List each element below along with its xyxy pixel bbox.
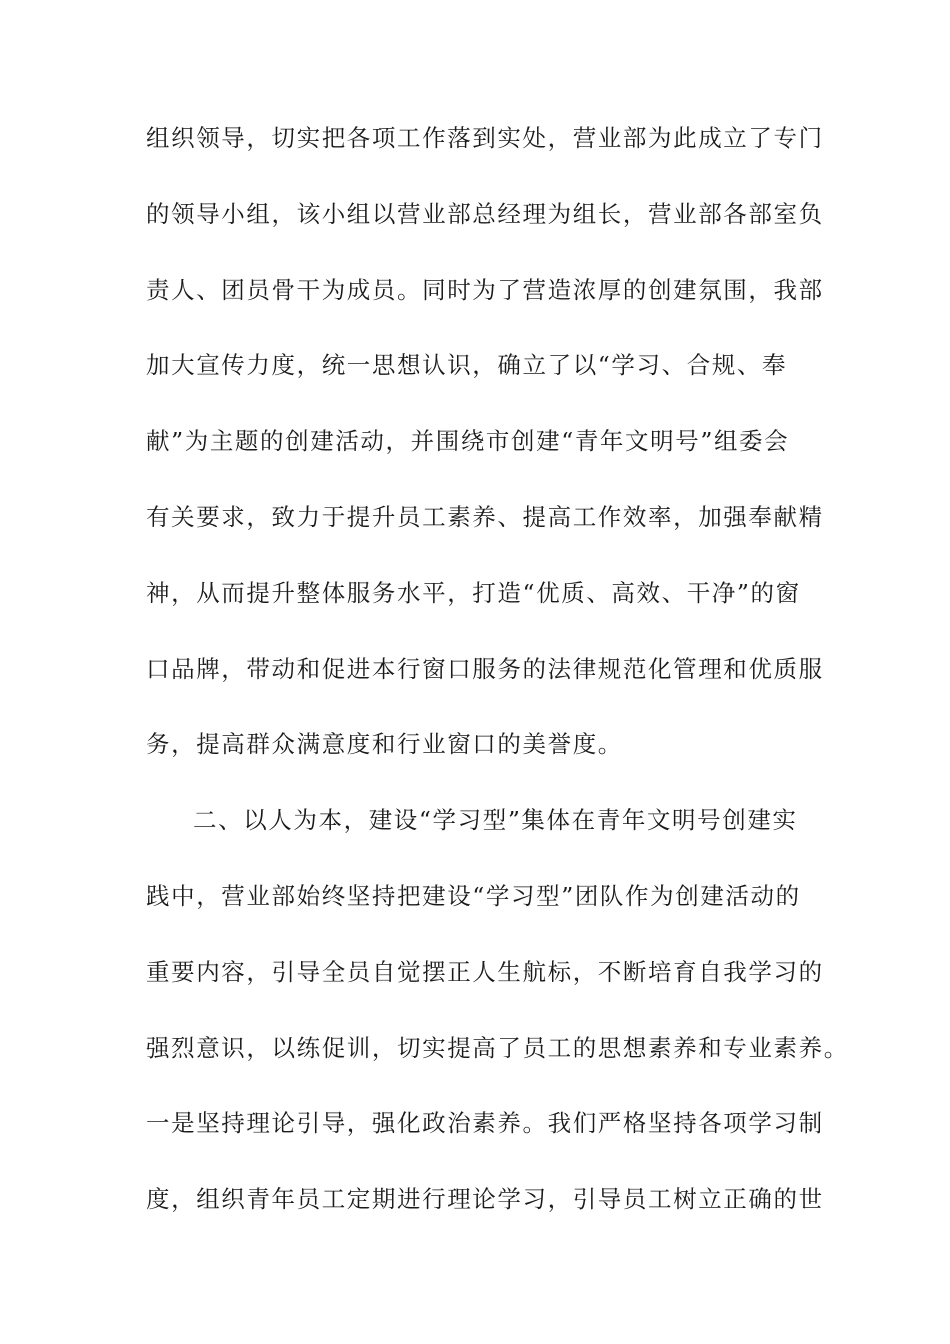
text-line: 一是坚持理论引导，强化政治素养。我们严格坚持各项学习制 [146,1109,824,1138]
text-line: 度，组织青年员工定期进行理论学习，引导员工树立正确的世 [146,1185,824,1214]
text-line: 的领导小组，该小组以营业部总经理为组长，营业部各部室负 [146,199,824,228]
text-line: 神，从而提升整体服务水平，打造“优质、高效、干净”的窗 [146,578,801,607]
text-line: 口品牌，带动和促进本行窗口服务的法律规范化管理和优质服 [146,654,824,683]
section-heading-line: 二、以人为本，建设“学习型”集体在青年文明号创建实 [193,806,798,835]
text-line: 组织领导，切实把各项工作落到实处，营业部为此成立了专门 [146,124,824,152]
text-line: 务，提高群众满意度和行业窗口的美誉度。 [146,730,623,759]
text-line: 有关要求，致力于提升员工素养、提高工作效率，加强奉献精 [146,502,824,531]
text-line: 强烈意识，以练促训，切实提高了员工的思想素养和专业素养。 [146,1033,849,1062]
text-line: 加大宣传力度，统一思想认识，确立了以“学习、合规、奉 [146,351,788,380]
body-text [146,116,849,1253]
text-line: 践中，营业部始终坚持把建设“学习型”团队作为创建活动的 [146,881,801,910]
text-line: 献”为主题的创建活动，并围绕市创建“青年文明号”组委会 [146,427,790,456]
text-line: 责人、团员骨干为成员。同时为了营造浓厚的创建氛围，我部 [146,275,824,304]
text-line: 重要内容，引导全员自觉摆正人生航标，不断培育自我学习的 [146,957,824,986]
